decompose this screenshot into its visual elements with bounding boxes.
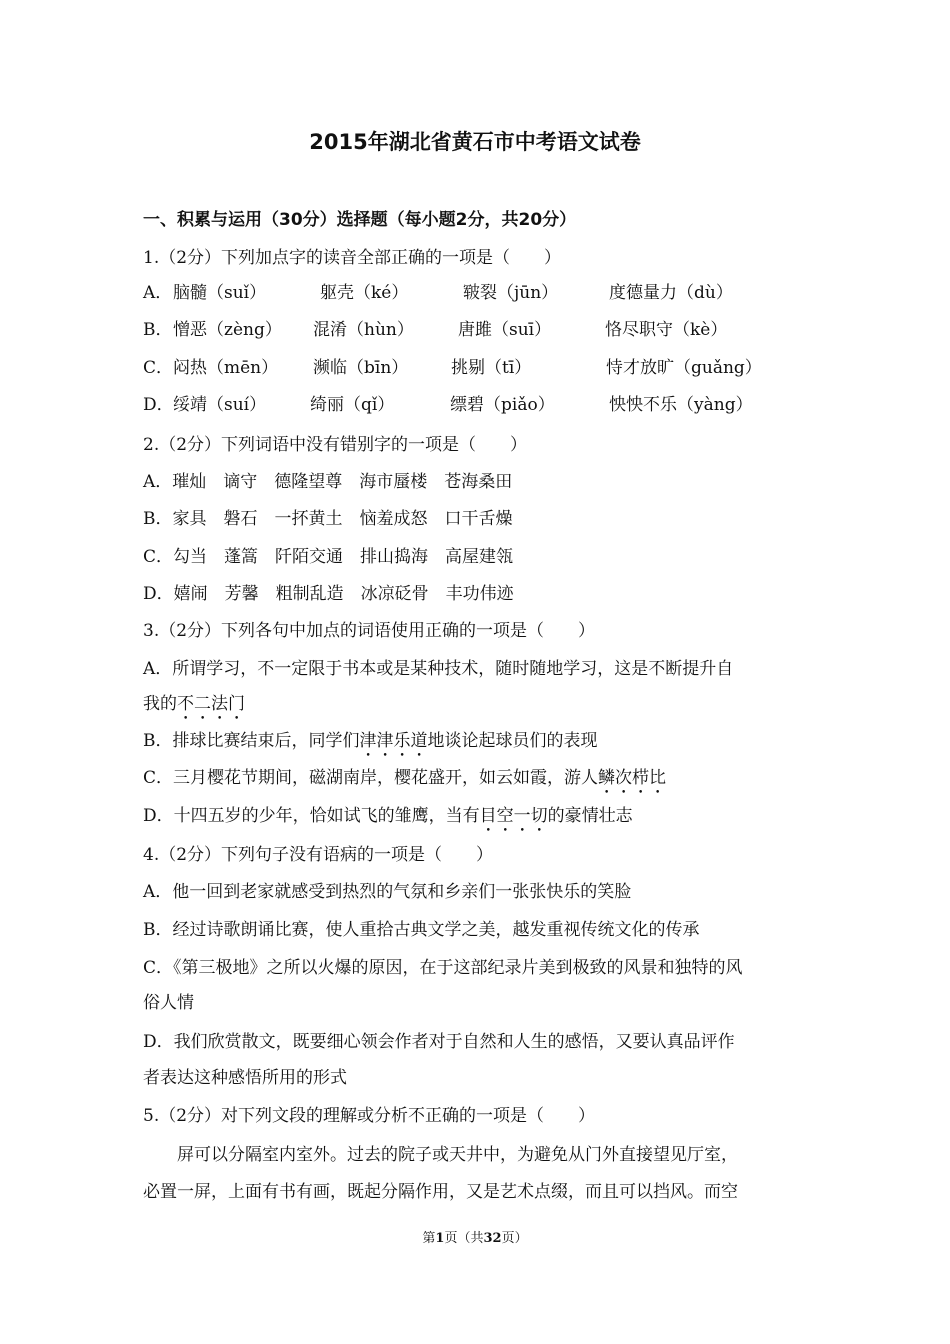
page-number: 1 — [435, 1231, 445, 1246]
q3-option-b — [143, 729, 598, 761]
page-footer — [0, 1227, 950, 1246]
option-item: 绥靖（suí） — [173, 395, 267, 415]
q3-option-a-line2 — [143, 692, 245, 724]
q4-option-a: A．他一回到老家就感受到热烈的气氛和乡亲们一张张快乐的笑脸 — [143, 882, 632, 902]
option-item: 挑剔（tī） — [451, 358, 532, 378]
emphasized-term: 不二法门 — [177, 694, 245, 714]
text: C．三月樱花节期间，磁湖南岸，樱花盛开，如云如霞，游人 — [143, 768, 599, 788]
q1-option-b — [143, 318, 823, 342]
q1-option-c — [143, 356, 823, 380]
q3-option-c — [143, 766, 666, 798]
section-heading: 一、积累与运用（30分）选择题（每小题2分，共20分） — [143, 210, 577, 230]
q2-option-d: D．嬉闹 芳馨 粗制乱造 冰凉砭骨 丰功伟迹 — [143, 584, 514, 604]
q4-option-d-line1: D．我们欣赏散文，既要细心领会作者对于自然和人生的感悟，又要认真品评作 — [143, 1032, 735, 1052]
option-item: 怏怏不乐（yàng） — [609, 395, 753, 415]
q4-option-b: B．经过诗歌朗诵比赛，使人重拾古典文学之美，越发重视传统文化的传承 — [143, 920, 700, 940]
text: 的豪情壮志 — [547, 806, 633, 826]
footer-text: 第 — [422, 1231, 436, 1246]
question-1-stem: 1.（2分）下列加点字的读音全部正确的一项是（ ） — [143, 248, 562, 268]
footer-text: 页（共 — [444, 1231, 484, 1246]
text: 地谈论起球员们的表现 — [427, 731, 598, 751]
text: 我的 — [143, 694, 177, 714]
q4-option-d-line2: 者表达这种感悟所用的形式 — [143, 1068, 347, 1088]
option-item: 恪尽职守（kè） — [605, 320, 728, 340]
q5-passage-line1: 屏可以分隔室内室外。过去的院子或天井中，为避免从门外直接望见厅室， — [143, 1145, 738, 1165]
q4-option-c-line2: 俗人情 — [143, 993, 194, 1013]
q2-option-a: A．璀灿 谪守 德隆望尊 海市蜃楼 苍海桑田 — [143, 472, 513, 492]
option-item: 憎恶（zèng） — [173, 320, 282, 340]
option-item: 脑髓（suǐ） — [173, 283, 267, 303]
q2-option-b: B．家具 磐石 一抔黄土 恼羞成怒 口干舌燥 — [143, 509, 513, 529]
option-item: 闷热（mēn） — [173, 358, 279, 378]
q4-option-c-line1: C．《第三极地》之所以火爆的原因，在于这部纪录片美到极致的风景和独特的风 — [143, 958, 743, 978]
emphasized-term: 津津乐道 — [359, 731, 428, 751]
option-item: 绮丽（qǐ） — [310, 395, 395, 415]
option-label: C． — [143, 358, 174, 378]
text: D．十四五岁的少年，恰如试飞的雏鹰，当有 — [143, 806, 480, 826]
question-2-stem: 2.（2分）下列词语中没有错别字的一项是（ ） — [143, 435, 528, 455]
option-label: D． — [143, 395, 174, 415]
q3-option-a-line1: A．所谓学习，不一定限于书本或是某种技术，随时随地学习，这是不断提升自 — [143, 659, 734, 679]
option-item: 唐雎（suī） — [458, 320, 552, 340]
question-4-stem: 4.（2分）下列句子没有语病的一项是（ ） — [143, 845, 494, 865]
option-item: 恃才放旷（guǎng） — [606, 358, 762, 378]
option-label: A． — [143, 283, 173, 303]
q5-passage-line2: 必置一屏，上面有书有画，既起分隔作用，又是艺术点缀，而且可以挡风。而空 — [143, 1182, 738, 1202]
option-item: 濒临（bīn） — [313, 358, 409, 378]
option-item: 混淆（hùn） — [313, 320, 414, 340]
option-item: 皲裂（jūn） — [463, 283, 559, 303]
question-3-stem: 3.（2分）下列各句中加点的词语使用正确的一项是（ ） — [143, 621, 596, 641]
q1-option-d — [143, 393, 823, 417]
option-label: B． — [143, 320, 173, 340]
emphasized-term: 目空一切 — [479, 806, 548, 826]
question-5-stem: 5.（2分）对下列文段的理解或分析不正确的一项是（ ） — [143, 1106, 596, 1126]
page-total: 32 — [483, 1231, 502, 1246]
page-title: 2015年湖北省黄石市中考语文试卷 — [309, 130, 641, 154]
q1-option-a — [143, 281, 823, 305]
option-item: 缥碧（piǎo） — [450, 395, 555, 415]
option-item: 度德量力（dù） — [609, 283, 733, 303]
option-item: 躯壳（ké） — [320, 283, 409, 303]
q2-option-c: C．勾当 蓬篙 阡陌交通 排山捣海 高屋建瓴 — [143, 547, 514, 567]
emphasized-term: 鳞次栉比 — [598, 768, 667, 788]
text: B．排球比赛结束后，同学们 — [143, 731, 360, 751]
q3-option-d — [143, 804, 633, 836]
footer-text: 页） — [501, 1231, 528, 1246]
